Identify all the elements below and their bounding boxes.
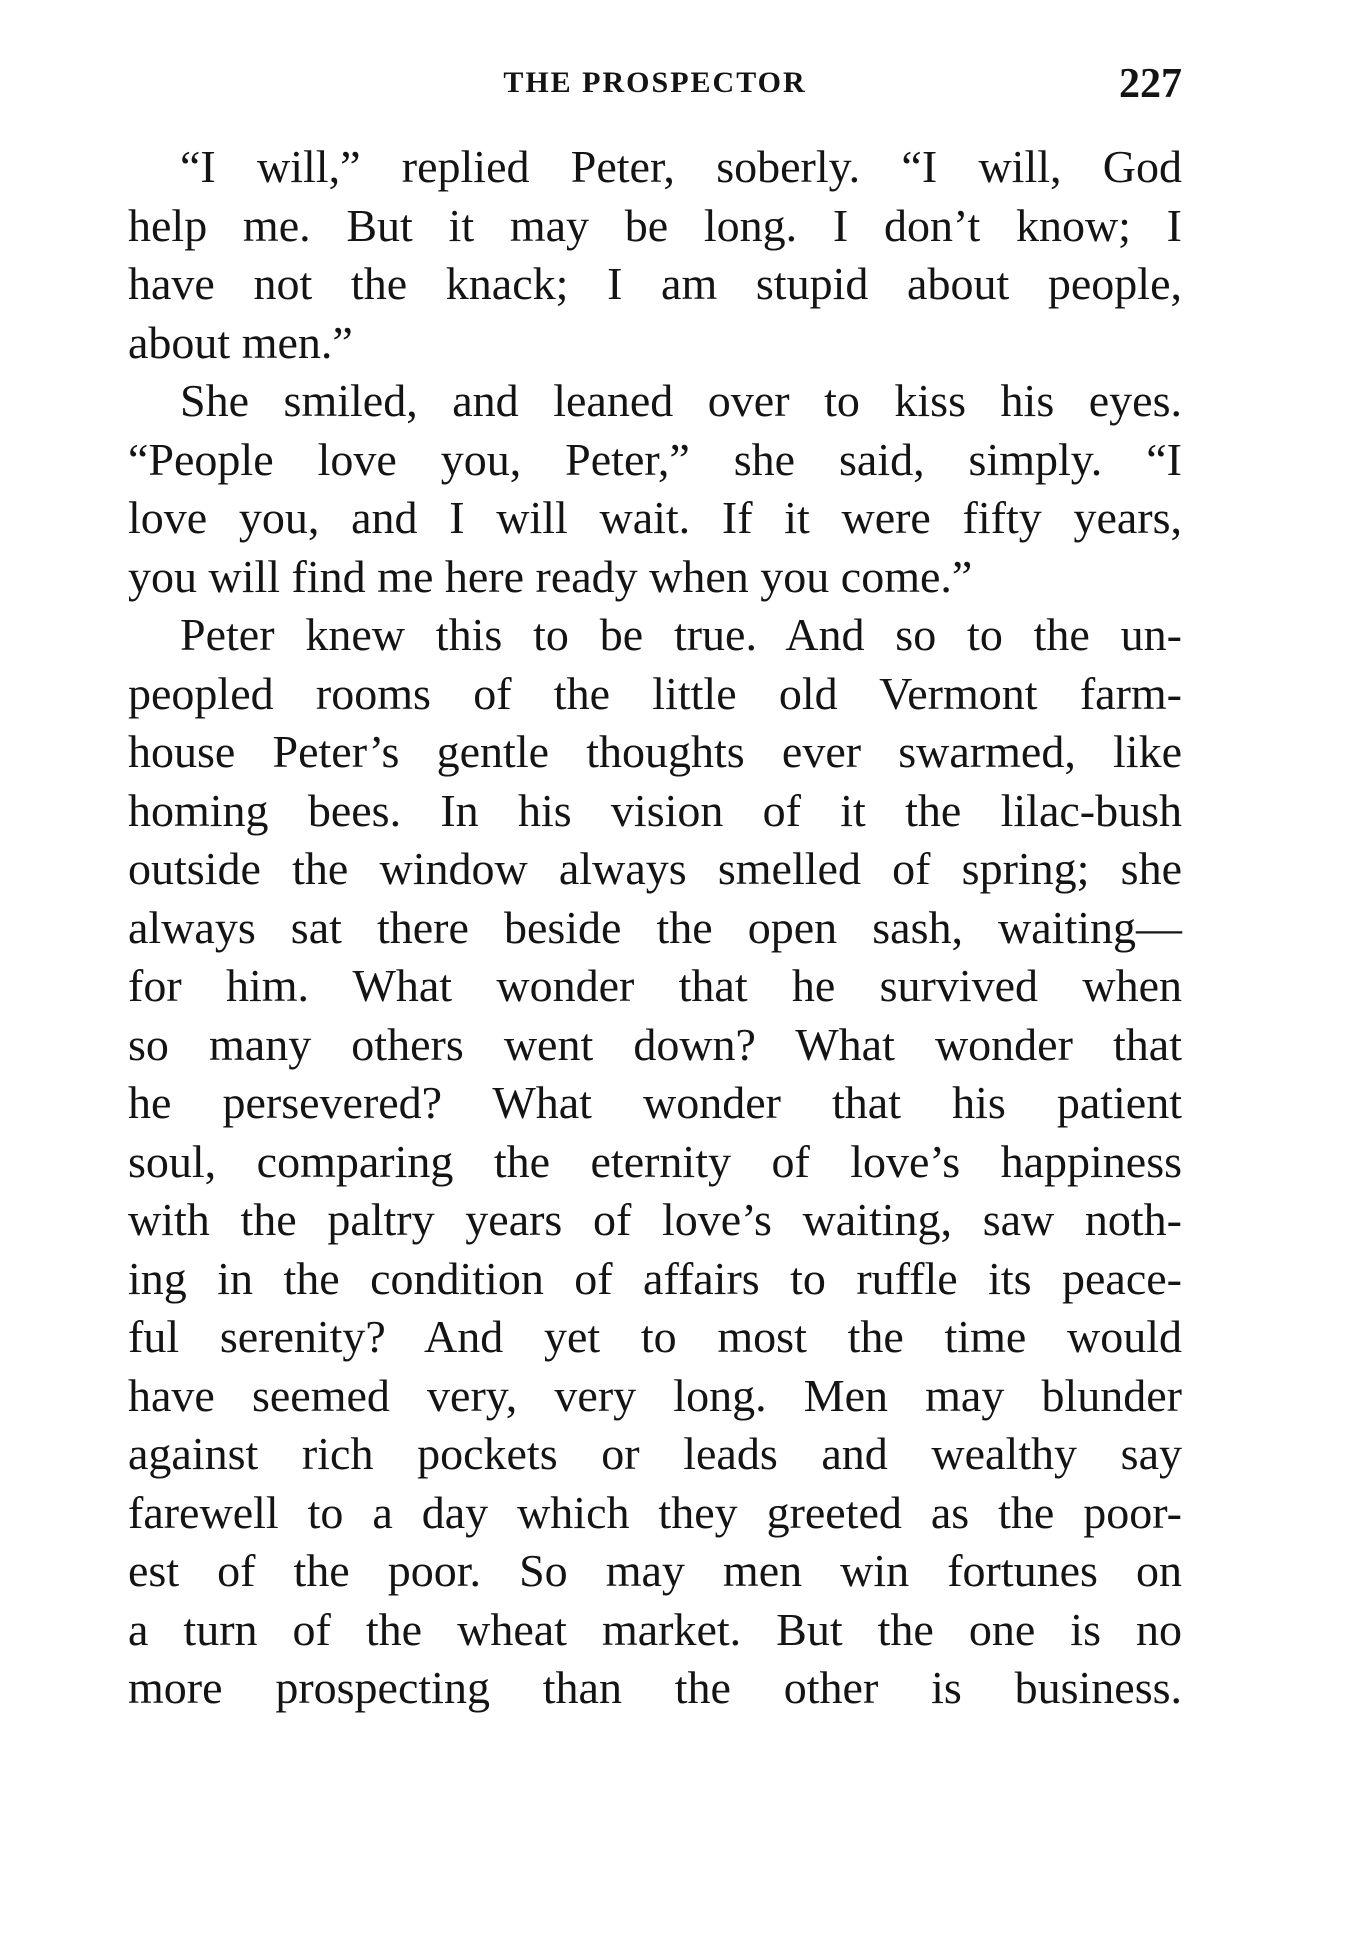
text-line: peopled rooms of the little old Vermont farm- [128, 667, 1182, 719]
text-line: have not the knack; I am stupid about people, [128, 258, 1182, 309]
text-line: more prospecting than the other is business. [128, 1662, 1182, 1713]
text-line: “People love you, Peter,” she said, simply. “I [128, 433, 1182, 485]
text-line: you will find me here ready when you come.” [128, 550, 973, 602]
text-line: love you, and I will wait. If it were fifty years, [128, 492, 1182, 543]
text-line: against rich pockets or leads and wealthy say [128, 1428, 1182, 1479]
text-line: about men.” [128, 316, 353, 368]
text-line: a turn of the wheat market. But the one is no [128, 1603, 1182, 1655]
text-line: with the paltry years of love’s waiting, saw noth- [128, 1194, 1182, 1245]
text-line: homing bees. In his vision of it the lilac-bush [128, 784, 1182, 836]
text-line: always sat there beside the open sash, waiting— [128, 901, 1182, 953]
text-line: ing in the condition of affairs to ruffle its peace- [128, 1252, 1182, 1304]
text-line: he persevered? What wonder that his patient [128, 1077, 1182, 1128]
running-head [128, 60, 1182, 120]
text-line: soul, comparing the eternity of love’s happiness [128, 1135, 1182, 1187]
text-line: ful serenity? And yet to most the time would [128, 1311, 1182, 1362]
text-line: Peter knew this to be true. And so to the un- [180, 609, 1182, 660]
text-line: help me. But it may be long. I don’t know; I [128, 199, 1182, 251]
text-line: house Peter’s gentle thoughts ever swarmed, like [128, 726, 1182, 777]
text-line: est of the poor. So may men win fortunes on [128, 1545, 1182, 1596]
running-title: THE PROSPECTOR [503, 66, 807, 99]
text-line: She smiled, and leaned over to kiss his eyes. [180, 375, 1182, 426]
text-line: have seemed very, very long. Men may blunder [128, 1369, 1182, 1421]
page-number: 227 [1119, 61, 1182, 107]
text-line: outside the window always smelled of spring; she [128, 843, 1182, 894]
body-text [128, 138, 1182, 1718]
text-line: so many others went down? What wonder that [128, 1018, 1182, 1070]
text-line: “I will,” replied Peter, soberly. “I will, God [180, 141, 1182, 192]
text-line: for him. What wonder that he survived when [128, 960, 1182, 1011]
text-line: farewell to a day which they greeted as the poor- [128, 1486, 1182, 1538]
